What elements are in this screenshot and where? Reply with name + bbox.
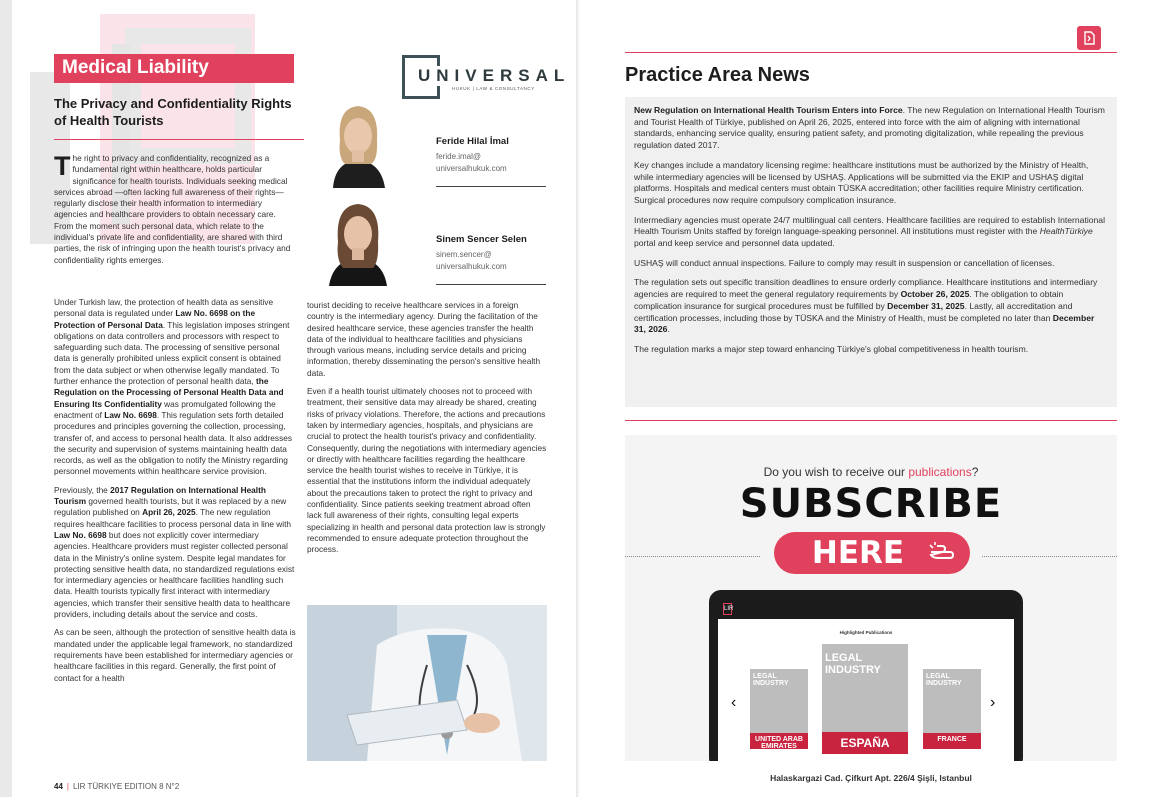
news-paragraph: Key changes include a mandatory licensing regime: healthcare institutions must be authorized by the Ministry of Health, while intermediary agencies will be licensed by USHAŞ. Applications will be submitted via the EKIP and USHAŞ digital platforms. Hospitals and medical centers must obtain TÜSKA accreditation; other facilities require Ministry certification. Surgical procedures now require compulsory complication insurance. xyxy=(634,159,1089,205)
news-paragraph: The regulation marks a major step toward enhancing Türkiye's global competitiveness in health tourism. xyxy=(634,343,1029,354)
author-email: feride.imal@ xyxy=(436,152,482,161)
promo-question xyxy=(625,465,1117,479)
bold-text: October 26, 2025 xyxy=(900,289,970,300)
author-email: sinem.sencer@ xyxy=(436,250,492,259)
text: The regulation sets out specific transition deadlines to ensure orderly compliance. Healthcare institutions and intermediary agencies are required to meet the general regulatory requirements by xyxy=(634,277,1098,300)
page-number: 44 xyxy=(54,782,63,791)
text: Under Turkish law, the protection of health data as sensitive personal data is regulated under xyxy=(54,297,274,319)
tablet-header-bar xyxy=(718,599,1014,619)
author-name: Sinem Sencer Selen xyxy=(436,234,527,245)
text: Intermediary agencies must operate 24/7 multilingual call centers. Healthcare facilities are required to establish International Health Tourism Units staffed by foreign language-speaking personnel. All institutions must register with the xyxy=(634,214,1105,237)
top-divider xyxy=(625,52,1117,53)
text: governed health tourists, but it was replaced by a new regulation published on xyxy=(54,496,287,518)
button-label: HERE xyxy=(811,535,905,571)
tablet-mockup xyxy=(709,590,1023,761)
article-title: The Privacy and Confidentiality Rights of Health Tourists xyxy=(54,96,292,128)
news-paragraph: USHAŞ will conduct annual inspections. Failure to comply may result in suspension or cancellation of licenses. xyxy=(634,257,1055,268)
author-email-domain: universalhukuk.com xyxy=(436,164,507,173)
intro-paragraph xyxy=(54,153,294,266)
author-photo xyxy=(315,198,401,286)
text: . The new Regulation on International Health Tourism and Tourist Health of Türkiye, published on April 26, 2025, entered into force with the aim of aligning with international standards, enhancing service quality, ensuring patient safety, and promoting digitalization, while repealing the previous regulation dated 2017. xyxy=(634,105,1105,151)
publication-cover[interactable] xyxy=(822,644,908,754)
news-title: Practice Area News xyxy=(625,64,810,86)
logo-subtitle: HUKUK | LAW & CONSULTANCY xyxy=(452,86,535,91)
news-divider xyxy=(625,420,1117,421)
pointing-hand-icon xyxy=(928,540,956,566)
page-spine-shadow xyxy=(576,0,580,797)
author-divider xyxy=(436,284,546,285)
paragraph xyxy=(54,297,296,478)
news-paragraph xyxy=(634,105,1108,152)
text: . This regulation sets forth detailed procedures and principles governing the collection, processing, transfer of, and access to personal health data. It also addresses the security and supervision of systems maintaining health data records, as well as the obligation to notify the Ministry regarding personnel movements within healthcare service provision. xyxy=(54,409,292,477)
intro-text: he right to privacy and confidentiality, recognized as a fundamental right within healthcare, holds particular significance for health tourists. Individuals seeking medical services abroad —often lacking full awareness of their rights— regularly disclose their health information to intermediary agencies and healthcare providers to obtain necessary care. From the moment such personal data, which relate to the individual's private life and confidentiality, are shared with third parties, the risk of infringing upon the health tourist's privacy and confidentiality rights emerges. xyxy=(54,153,291,265)
footer-separator: | xyxy=(66,782,69,791)
bold-text: December 31, 2025 xyxy=(887,300,965,311)
universal-law-logo xyxy=(402,55,571,99)
accent-text: publications xyxy=(908,465,972,479)
news-paragraph xyxy=(634,277,1108,336)
bold-text: Law No. 6698 on the Protection of Personal Data xyxy=(54,308,256,330)
text: . xyxy=(667,324,670,335)
bold-text: 2017 Regulation on International Health Tourism xyxy=(54,484,266,507)
text: portal and keep service and personnel data updated. xyxy=(634,238,835,249)
cover-title: LEGAL INDUSTRY xyxy=(825,652,881,676)
tablet-heading: Highlighted Publications xyxy=(839,630,893,635)
text: Previously, the xyxy=(54,484,111,495)
edition-label: LIR TÜRKIYE EDITION 8 N°2 xyxy=(72,782,180,791)
article-column-a xyxy=(54,297,296,691)
left-page xyxy=(12,0,578,797)
promo-headline: SUBSCRIBE xyxy=(739,481,1003,527)
cover-title: LEGAL INDUSTRY xyxy=(753,673,789,687)
dotted-divider xyxy=(982,556,1117,557)
subscribe-promo xyxy=(625,435,1117,761)
author-card xyxy=(315,198,550,290)
text: ? xyxy=(971,465,979,479)
news-panel xyxy=(625,97,1117,407)
text: . This legislation imposes stringent obligations on data controllers and processors with respect to safeguarding such data. The processing of sensitive personal data is generally prohibited unless explicit consent is obtained from the data subject or when otherwise legally mandated. To further enhance the protection of personal health data, xyxy=(54,319,290,387)
bold-text: April 26, 2025 xyxy=(142,507,196,518)
news-headline: New Regulation on International Health Tourism Enters into Force xyxy=(634,105,903,115)
paragraph xyxy=(54,485,296,621)
cover-band: ESPAÑA xyxy=(822,732,908,754)
lir-logo: LIR xyxy=(723,603,732,615)
bold-text: the Regulation on the Processing of Personal Health Data and Ensuring Its Confidentiality xyxy=(54,376,284,409)
author-name: Feride Hilal İmal xyxy=(436,136,509,147)
author-email-domain: universalhukuk.com xyxy=(436,262,507,271)
carousel-prev-button[interactable]: ‹ xyxy=(731,694,737,711)
news-paragraph xyxy=(634,215,1108,250)
pdf-download-button[interactable] xyxy=(1077,26,1101,50)
paragraph: As can be seen, although the protection of sensitive health data is mandated under the applicable legal framework, no standardized requirements have been established for intermediary agencies or healthcare facilities in this regard. Generally, the first point of contact for a health xyxy=(54,627,296,683)
publication-cover[interactable] xyxy=(923,669,981,749)
text: . The obligation to obtain complication insurance for surgical procedures must be fulfilled by xyxy=(634,289,1064,311)
dropcap: T xyxy=(54,151,71,181)
bold-text: December 31, 2026 xyxy=(634,312,1095,335)
dotted-divider xyxy=(625,556,760,557)
italic-text: HealthTürkiye xyxy=(1039,226,1093,237)
author-card xyxy=(315,100,550,192)
text: . The new regulation requires healthcare facilities to process personal data in line with xyxy=(54,507,292,529)
right-page xyxy=(578,0,1153,797)
title-divider xyxy=(54,139,304,140)
cover-band: FRANCE xyxy=(923,733,981,749)
doctor-with-tablet-photo xyxy=(307,605,547,761)
publication-cover[interactable] xyxy=(750,669,808,749)
section-tag: Medical Liability xyxy=(54,54,294,83)
article-column-b xyxy=(307,300,547,563)
cover-band: UNITED ARAB EMIRATES xyxy=(750,733,808,749)
pdf-download-icon xyxy=(1077,26,1101,50)
paragraph: Even if a health tourist ultimately chooses not to proceed with treatment, their sensitive data may already be shared, creating risks of privacy violations. Therefore, the actions and precautions taken by intermediary agencies, hospitals, and physicians are crucial to protect the health tourist's privacy and confidentiality. Consequently, during the negotiations with intermediary agencies or directly with healthcare facilities regarding the healthcare service the health tourist wishes to receive in Türkiye, it is essential that the institutions inform the individual adequately about the precautions taken to protect the right to privacy and confidentiality. Since patients seeking treatment abroad often lack full awareness of their rights, consulting legal experts specializing in health and personal data protection law is strongly recommended to ensure adequate protection throughout the process. xyxy=(307,386,547,555)
author-info xyxy=(436,136,546,175)
logo-word: UNIVERSAL xyxy=(418,66,571,85)
text: . Lastly, all accreditation and certification processes, including those by TÜSKA and the Ministry of Health, must be completed no later than xyxy=(634,300,1073,323)
page-footer xyxy=(54,782,179,791)
paragraph: tourist deciding to receive healthcare services in a foreign country is the intermediary agency. During the facilitation of the desired healthcare service, these agencies transfer the health data of the individual to healthcare facilities and physicians through various means, including service details and pricing information, thereby disseminating the person's sensitive health data. xyxy=(307,300,541,378)
cover-title: LEGAL INDUSTRY xyxy=(926,673,962,687)
author-photo xyxy=(315,100,401,188)
bold-text: Law No. 6698 xyxy=(104,409,157,420)
author-info xyxy=(436,234,546,273)
text: but does not explicitly cover intermediary agencies. Healthcare providers must register collected personal data in the Ministry's online system. Despite legal mandates for protecting sensitive health data, no standardized regulations exist for intermediary agencies or healthcare facilities handling such data. Health tourists typically first interact with intermediary agencies, which transfer their sensitive health data to healthcare providers, including details about the service and costs. xyxy=(54,529,295,620)
subscribe-here-button[interactable] xyxy=(774,532,970,574)
bold-text: Law No. 6698 xyxy=(54,529,107,540)
office-address: Halaskargazi Cad. Çifkurt Apt. 226/4 Şişli, Istanbul xyxy=(770,773,972,783)
text: was promulgated following the enactment of xyxy=(54,398,276,420)
author-divider xyxy=(436,186,546,187)
tablet-screen xyxy=(718,599,1014,761)
carousel-next-button[interactable]: › xyxy=(990,694,996,711)
text: Do you wish to receive our xyxy=(763,465,909,479)
